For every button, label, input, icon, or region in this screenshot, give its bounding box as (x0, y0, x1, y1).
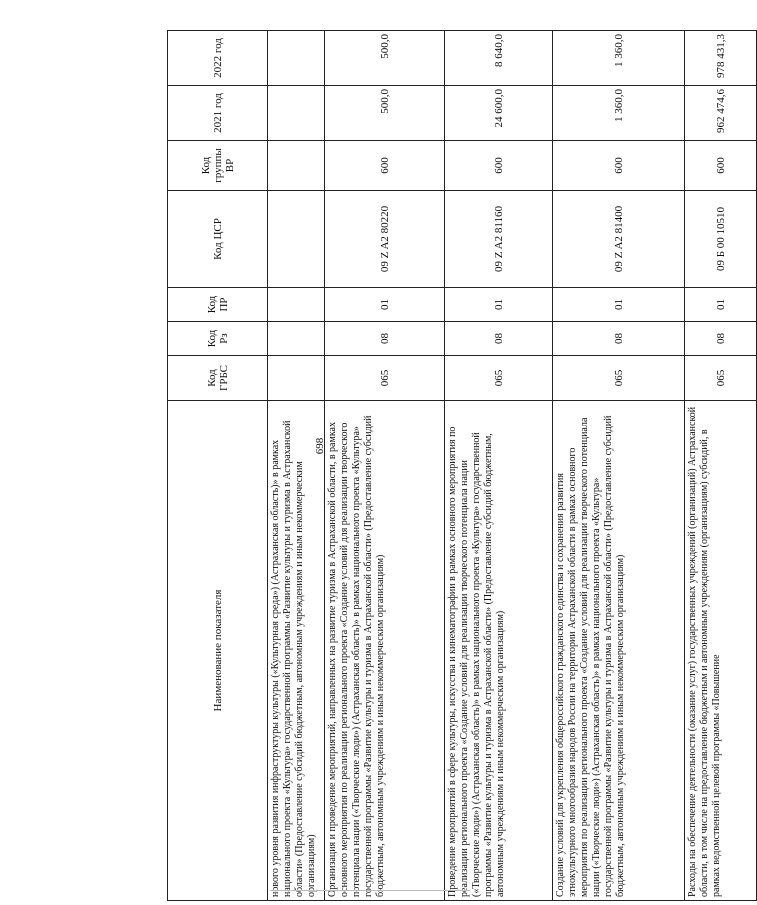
row-pr: 01 (685, 288, 757, 322)
row-pr: 01 (445, 288, 553, 322)
table-header-row (168, 31, 268, 901)
row-csr: 09 Z A2 81160 (445, 191, 553, 288)
header-vr: Код группы ВР (168, 141, 268, 191)
header-pr: Код ПР (168, 288, 268, 322)
row-2021: 500,0 (325, 86, 445, 141)
row-2021 (268, 86, 325, 141)
row-csr (268, 191, 325, 288)
row-rz: 08 (325, 322, 445, 356)
row-grbs: 065 (553, 356, 685, 401)
row-2021: 1 360,0 (553, 86, 685, 141)
row-rz: 08 (445, 322, 553, 356)
table-row (685, 31, 757, 901)
row-2022 (268, 31, 325, 86)
row-name: Расходы на обеспечение деятельности (оказание услуг) государственных учреждений (организаций) Астраханской области, в том числе на предоставление бюджетным и автономным учреждениям (организациям) субсидий, в рамках ведомственной целевой программы «Повышение (685, 401, 757, 901)
row-csr: 09 Б 00 10510 (685, 191, 757, 288)
footer-divider (270, 890, 470, 891)
row-pr: 01 (325, 288, 445, 322)
table-row (445, 31, 553, 901)
header-2021: 2021 год (168, 86, 268, 141)
table-row (268, 31, 325, 901)
row-csr: 09 Z A2 80220 (325, 191, 445, 288)
row-vr: 600 (445, 141, 553, 191)
header-csr: Код ЦСР (168, 191, 268, 288)
row-2021: 24 600,0 (445, 86, 553, 141)
table-row (325, 31, 445, 901)
row-rz: 08 (685, 322, 757, 356)
row-vr: 600 (685, 141, 757, 191)
budget-table (167, 30, 757, 901)
header-name: Наименование показателя (168, 401, 268, 901)
row-grbs (268, 356, 325, 401)
row-grbs: 065 (445, 356, 553, 401)
row-grbs: 065 (685, 356, 757, 401)
header-rz: Код Рз (168, 322, 268, 356)
page-number: 698 (314, 437, 326, 455)
row-2022: 500,0 (325, 31, 445, 86)
row-rz (268, 322, 325, 356)
row-vr: 600 (553, 141, 685, 191)
rotated-table-container (167, 31, 727, 901)
header-grbs: Код ГРБС (168, 356, 268, 401)
row-2022: 978 431,3 (685, 31, 757, 86)
row-vr (268, 141, 325, 191)
row-csr: 09 Z A2 81400 (553, 191, 685, 288)
row-2022: 1 360,0 (553, 31, 685, 86)
row-pr (268, 288, 325, 322)
row-vr: 600 (325, 141, 445, 191)
row-grbs: 065 (325, 356, 445, 401)
row-2022: 8 640,0 (445, 31, 553, 86)
row-pr: 01 (553, 288, 685, 322)
row-name: Проведение мероприятий в сфере культуры, искусства и кинематографии в рамках основного мероприятия по реализации регионального проекта «Создание условий для реализации творческого потенциала нации («Творческие люди») (Астраханская область)» в рамках национального проекта «Культура» государственной программы «Развитие культуры и туризма в Астраханской области» (Предоставление субсидий бюджетным, автономным учреждениям и иным некоммерческим организациям) (445, 401, 553, 901)
row-name: Организация и проведение мероприятий, направленных на развитие туризма в Астраханской области, в рамках основного мероприятия по реализации регионального проекта «Создание условий для реализации творческого потенциала нации («Творческие люди») (Астраханская область)» в рамках национального проекта «Культура» государственной программы «Развитие культуры и туризма в Астраханской области» (Предоставление субсидий бюджетным, автономным учреждениям и иным некоммерческим организациям) (325, 401, 445, 901)
row-name: нового уровня развития инфраструктуры культуры («Культурная среда») (Астраханская область)» в рамках национального проекта «Культура» государственной программы «Развитие культуры и туризма в Астраханской области» (Предоставление субсидий бюджетным, автономным учреждениям и иным некоммерческим организациям) (268, 401, 325, 901)
row-rz: 08 (553, 322, 685, 356)
table-row (553, 31, 685, 901)
row-name: Создание условий для укрепления общероссийского гражданского единства и сохранения развития этнокультурного многообразия народов России на территории Астраханской области в рамках основного мероприятия по реализации регионального проекта «Создание условий для реализации творческого потенциала нации («Творческие люди») (Астраханская область)» в рамках национального проекта «Культура» государственной программы «Развитие культуры и туризма в Астраханской области» (Предоставление субсидий бюджетным, автономным учреждениям и иным некоммерческим организациям) (553, 401, 685, 901)
header-2022: 2022 год (168, 31, 268, 86)
row-2021: 962 474,6 (685, 86, 757, 141)
